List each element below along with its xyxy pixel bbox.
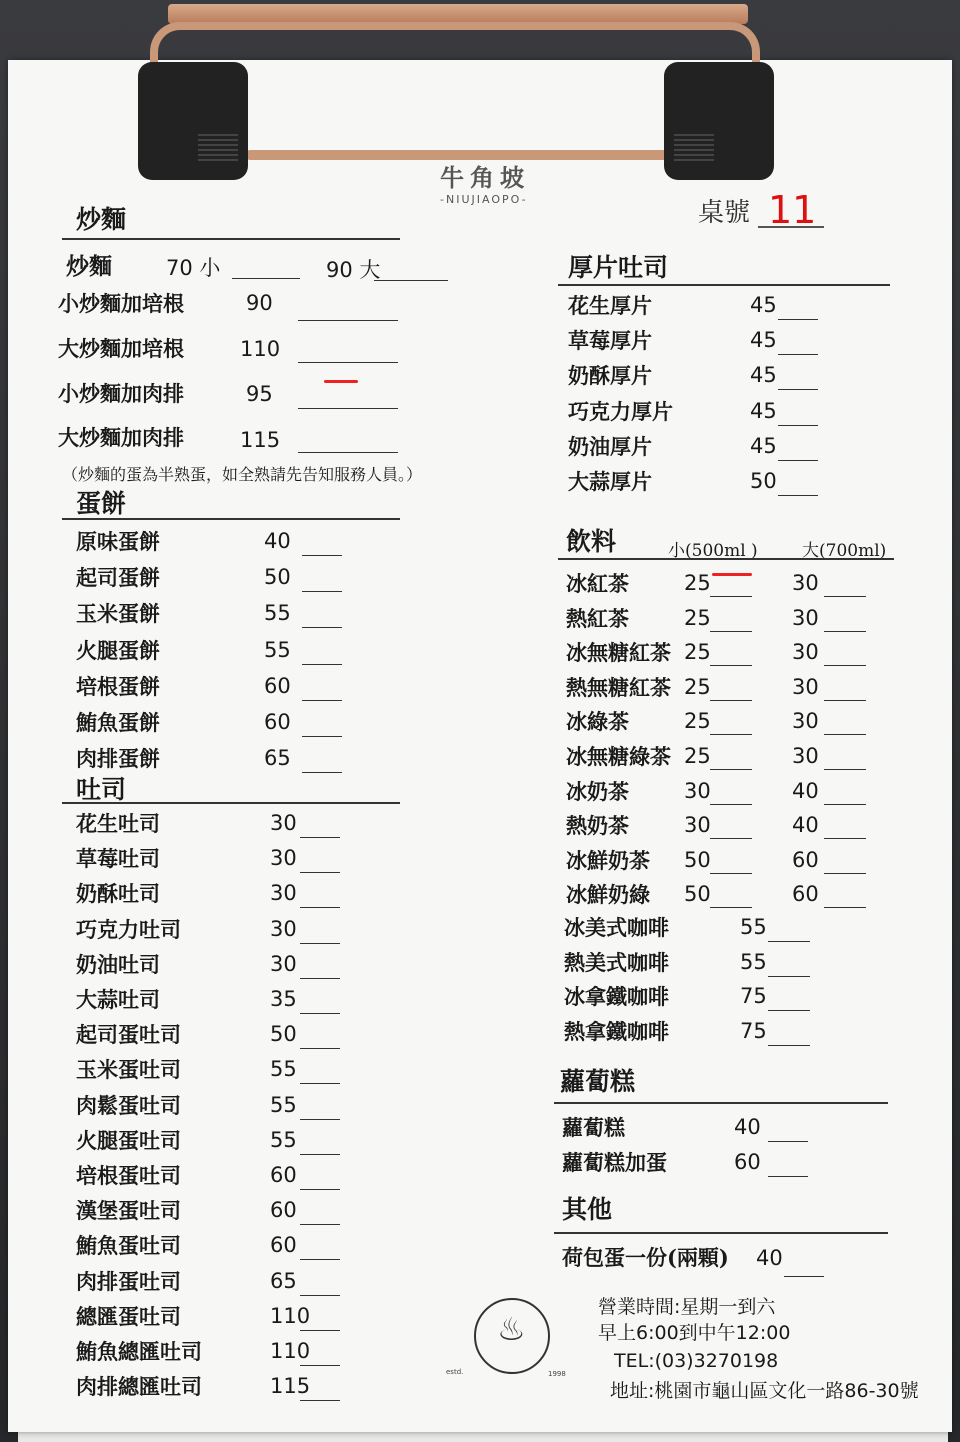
order-blank[interactable] (778, 495, 818, 496)
menu-item-name: 奶油吐司 (76, 951, 160, 977)
menu-item-name: 漢堡蛋吐司 (76, 1198, 181, 1224)
menu-item-price: 60 (270, 1163, 297, 1187)
menu-item-name: 大蒜吐司 (76, 987, 160, 1012)
menu-item-name: 草莓厚片 (568, 328, 652, 354)
drink-price-small: 25 (684, 744, 711, 768)
menu-item-name: 起司蛋吐司 (76, 1022, 181, 1048)
order-blank[interactable] (778, 319, 818, 320)
section-heading-drinks: 飲料 (566, 527, 617, 556)
order-blank-large[interactable] (824, 596, 866, 597)
menu-item-price: 115 (270, 1374, 311, 1399)
order-blank-small[interactable] (710, 734, 752, 735)
menu-item-price: 40 (734, 1115, 761, 1139)
menu-item-name: 草莓吐司 (76, 846, 160, 872)
order-blank-large[interactable] (824, 804, 866, 805)
drink-price-small: 30 (684, 778, 711, 803)
drink-name: 冰綠茶 (566, 709, 629, 735)
menu-item-price: 60 (270, 1198, 297, 1223)
order-blank[interactable] (300, 1295, 340, 1296)
drink-name: 熱無糖紅茶 (566, 674, 671, 700)
order-blank-large[interactable] (824, 700, 866, 701)
order-blank[interactable] (302, 700, 342, 701)
brand-name: 牛角坡 (440, 163, 530, 192)
drink-price-large: 30 (792, 709, 819, 734)
coffee-name: 熱拿鐵咖啡 (564, 1018, 669, 1044)
menu-item-price: 95 (246, 382, 273, 406)
order-blank[interactable] (768, 976, 810, 977)
order-blank-large[interactable] (824, 769, 866, 770)
order-blank[interactable] (302, 736, 342, 737)
menu-item-name: 小炒麵加肉排 (58, 381, 184, 406)
table-number-handwritten: 11 (768, 188, 817, 232)
coffee-name: 冰拿鐵咖啡 (564, 984, 669, 1010)
section-heading-radish-cake: 蘿蔔糕 (560, 1067, 636, 1096)
menu-item-name: 蘿蔔糕加蛋 (562, 1150, 667, 1175)
logo-steam-icon: ♨ (497, 1310, 526, 1348)
menu-item-name: 肉排蛋吐司 (76, 1268, 181, 1294)
drink-price-large: 30 (792, 640, 819, 665)
clip-foot-left (138, 62, 248, 180)
order-blank[interactable] (300, 1154, 340, 1155)
section-heading-others: 其他 (562, 1195, 613, 1224)
order-blank[interactable] (302, 664, 342, 665)
order-blank-small[interactable] (710, 631, 752, 632)
order-blank-large[interactable] (824, 873, 866, 874)
menu-item-name: 培根蛋吐司 (76, 1163, 181, 1188)
menu-item-price: 45 (750, 433, 777, 458)
menu-item-price: 30 (270, 951, 297, 976)
order-blank[interactable] (300, 943, 340, 944)
menu-item-name: 奶酥厚片 (568, 363, 652, 389)
menu-item-price: 40 (756, 1246, 783, 1270)
menu-item-name: 荷包蛋一份(兩顆) (562, 1245, 729, 1270)
logo-year: 1998 (548, 1370, 566, 1378)
drink-price-large: 30 (792, 605, 819, 630)
menu-item-price: 60 (264, 710, 291, 734)
drink-price-large: 40 (792, 813, 819, 838)
menu-item-price: 60 (264, 673, 291, 698)
drink-price-large: 60 (792, 847, 819, 872)
order-blank[interactable] (298, 452, 398, 453)
red-marker-stroke (324, 380, 358, 383)
drink-price-small: 25 (684, 640, 711, 665)
menu-item-price: 115 (240, 428, 281, 452)
menu-item-name: 大炒麵加培根 (58, 336, 184, 361)
drink-price-small: 25 (684, 674, 711, 699)
fried-noodles-large-price: 90 大 (326, 258, 381, 282)
order-blank[interactable] (298, 408, 398, 409)
order-blank[interactable] (768, 1045, 810, 1046)
drink-name: 冰紅茶 (566, 571, 629, 596)
order-blank[interactable] (768, 1141, 808, 1142)
section-rule (62, 238, 400, 240)
drink-price-small: 30 (684, 813, 711, 838)
menu-item-price: 60 (270, 1233, 297, 1258)
drink-price-large: 30 (792, 571, 819, 595)
section-heading-egg-pancake: 蛋餅 (76, 489, 127, 518)
order-blank-small[interactable] (710, 769, 752, 770)
table-number-line (758, 226, 824, 228)
order-blank-small[interactable] (710, 838, 752, 839)
menu-item-price: 30 (270, 811, 297, 835)
menu-item-price: 50 (750, 469, 777, 493)
drink-price-small: 50 (684, 882, 711, 907)
order-blank[interactable] (300, 1224, 340, 1225)
coffee-name: 冰美式咖啡 (564, 915, 669, 940)
order-blank[interactable] (300, 1259, 340, 1260)
order-blank[interactable] (778, 354, 818, 355)
red-marker-stroke (712, 573, 752, 576)
order-blank-large[interactable] (824, 907, 866, 908)
order-blank[interactable] (300, 1048, 340, 1049)
menu-item-price: 55 (264, 601, 291, 626)
fried-noodles-main-label: 炒麵 (66, 253, 112, 280)
drink-price-large: 30 (792, 744, 819, 768)
section-rule (558, 284, 890, 286)
menu-item-name: 巧克力厚片 (568, 398, 673, 424)
menu-item-price: 60 (734, 1150, 761, 1174)
menu-item-name: 大蒜厚片 (568, 469, 652, 494)
order-blank[interactable] (778, 460, 818, 461)
drink-name: 熱奶茶 (566, 813, 629, 839)
menu-item-name: 原味蛋餅 (76, 529, 160, 554)
menu-item-name: 肉排總匯吐司 (76, 1374, 202, 1400)
drink-name: 冰奶茶 (566, 778, 629, 804)
menu-item-name: 奶油厚片 (568, 433, 652, 459)
order-blank[interactable] (298, 362, 398, 363)
menu-item-price: 30 (270, 846, 297, 871)
section-rule (62, 518, 400, 520)
order-blank[interactable] (300, 872, 340, 873)
order-blank[interactable] (300, 978, 340, 979)
order-blank[interactable] (302, 627, 342, 628)
clip-foot-right (664, 62, 774, 180)
menu-item-price: 110 (270, 1303, 311, 1328)
order-blank[interactable] (768, 1010, 810, 1011)
menu-item-name: 玉米蛋餅 (76, 601, 160, 627)
drink-name: 冰無糖紅茶 (566, 640, 671, 666)
menu-item-name: 起司蛋餅 (76, 565, 160, 591)
business-hours-label: 營業時間:星期一到六 (598, 1296, 776, 1318)
drink-price-large: 60 (792, 882, 819, 907)
clip-bar (168, 4, 748, 24)
order-blank[interactable] (784, 1276, 824, 1277)
menu-item-price: 55 (264, 637, 291, 662)
menu-item-name: 肉鬆蛋吐司 (76, 1092, 181, 1118)
order-blank[interactable] (300, 1119, 340, 1120)
drink-price-small: 50 (684, 847, 711, 872)
order-blank[interactable] (374, 280, 448, 281)
coffee-name: 熱美式咖啡 (564, 949, 669, 975)
drink-name: 冰無糖綠茶 (566, 744, 671, 769)
menu-item-name: 鮪魚總匯吐司 (76, 1339, 202, 1364)
order-blank[interactable] (778, 389, 818, 390)
menu-item-price: 65 (264, 746, 291, 771)
menu-item-price: 35 (270, 987, 297, 1011)
order-blank[interactable] (768, 1176, 808, 1177)
drink-price-large: 40 (792, 778, 819, 803)
order-blank[interactable] (778, 425, 818, 426)
order-blank[interactable] (298, 320, 398, 321)
table-number-label: 桌號 (698, 198, 751, 228)
menu-item-name: 火腿蛋吐司 (76, 1127, 181, 1153)
order-blank[interactable] (302, 555, 342, 556)
order-blank[interactable] (300, 1365, 340, 1366)
order-blank[interactable] (768, 941, 810, 942)
fried-noodles-note: （炒麵的蛋為半熟蛋，如全熟請先告知服務人員。） (62, 465, 423, 484)
menu-item-price: 50 (264, 565, 291, 590)
menu-item-name: 肉排蛋餅 (76, 746, 160, 772)
drink-name: 冰鮮奶綠 (566, 882, 650, 908)
telephone: TEL:(03)3270198 (614, 1350, 779, 1372)
order-blank[interactable] (300, 1083, 340, 1084)
menu-item-name: 培根蛋餅 (76, 673, 160, 699)
drink-price-small: 25 (684, 709, 711, 734)
menu-item-name: 鮪魚蛋吐司 (76, 1233, 181, 1259)
menu-item-price: 90 (246, 291, 273, 315)
section-rule (554, 1232, 888, 1234)
menu-item-price: 45 (750, 328, 777, 353)
menu-item-price: 45 (750, 293, 777, 317)
menu-item-name: 巧克力吐司 (76, 916, 181, 942)
menu-item-price: 45 (750, 398, 777, 423)
menu-item-name: 火腿蛋餅 (76, 637, 160, 663)
section-heading-thick-toast: 厚片吐司 (568, 253, 669, 282)
menu-item-name: 花生厚片 (568, 293, 652, 318)
menu-item-price: 110 (240, 337, 281, 361)
order-blank[interactable] (300, 837, 340, 838)
section-heading-fried-noodles: 炒麵 (76, 205, 127, 234)
order-blank-small[interactable] (710, 907, 752, 908)
order-blank[interactable] (302, 772, 342, 773)
order-blank-small[interactable] (710, 700, 752, 701)
order-blank-large[interactable] (824, 631, 866, 632)
order-blank[interactable] (300, 1189, 340, 1190)
menu-item-price: 50 (270, 1022, 297, 1047)
coffee-price: 75 (740, 1018, 767, 1043)
menu-item-price: 110 (270, 1339, 311, 1363)
menu-item-name: 花生吐司 (76, 811, 160, 836)
order-blank-small[interactable] (710, 873, 752, 874)
drink-price-small: 25 (684, 571, 711, 595)
logo-estd: estd. (446, 1368, 464, 1376)
coffee-price: 55 (740, 915, 767, 939)
order-blank-large[interactable] (824, 665, 866, 666)
fried-noodles-small-price: 70 小 (166, 256, 221, 280)
menu-item-name: 玉米蛋吐司 (76, 1057, 181, 1083)
drinks-col-small: 小(500ml ) (668, 541, 758, 561)
menu-item-price: 65 (270, 1268, 297, 1293)
business-hours-time: 早上6:00到中午12:00 (598, 1322, 791, 1344)
section-rule (558, 558, 894, 560)
order-blank[interactable] (302, 591, 342, 592)
menu-item-price: 30 (270, 916, 297, 941)
menu-item-name: 大炒麵加肉排 (58, 425, 184, 450)
order-blank[interactable] (232, 278, 300, 279)
order-blank-large[interactable] (824, 734, 866, 735)
section-heading-toast: 吐司 (76, 775, 127, 804)
order-blank-small[interactable] (710, 665, 752, 666)
section-rule (554, 1102, 888, 1104)
order-blank[interactable] (300, 1400, 340, 1401)
drink-name: 熱紅茶 (566, 605, 629, 631)
coffee-price: 55 (740, 949, 767, 974)
menu-item-name: 小炒麵加培根 (58, 291, 184, 316)
menu-item-name: 總匯蛋吐司 (76, 1303, 181, 1329)
menu-item-name: 奶酥吐司 (76, 881, 160, 907)
coffee-price: 75 (740, 984, 767, 1009)
drink-price-large: 30 (792, 674, 819, 699)
section-rule (62, 802, 400, 804)
menu-item-price: 55 (270, 1127, 297, 1152)
menu-item-price: 30 (270, 881, 297, 906)
brand-subtitle: -NIUJIAOPO- (440, 193, 528, 206)
menu-item-price: 45 (750, 363, 777, 388)
menu-item-name: 蘿蔔糕 (562, 1115, 625, 1140)
drink-name: 冰鮮奶茶 (566, 847, 650, 873)
order-blank[interactable] (300, 907, 340, 908)
order-blank-large[interactable] (824, 838, 866, 839)
menu-item-price: 55 (270, 1092, 297, 1117)
address: 地址:桃園市龜山區文化一路86-30號 (610, 1380, 919, 1402)
order-blank-small[interactable] (710, 596, 752, 597)
drink-price-small: 25 (684, 605, 711, 630)
order-blank[interactable] (300, 1013, 340, 1014)
menu-item-price: 40 (264, 529, 291, 553)
menu-item-name: 鮪魚蛋餅 (76, 710, 160, 735)
order-blank-small[interactable] (710, 804, 752, 805)
order-blank[interactable] (300, 1330, 340, 1331)
menu-item-price: 55 (270, 1057, 297, 1082)
drinks-col-large: 大(700ml) (802, 541, 887, 561)
